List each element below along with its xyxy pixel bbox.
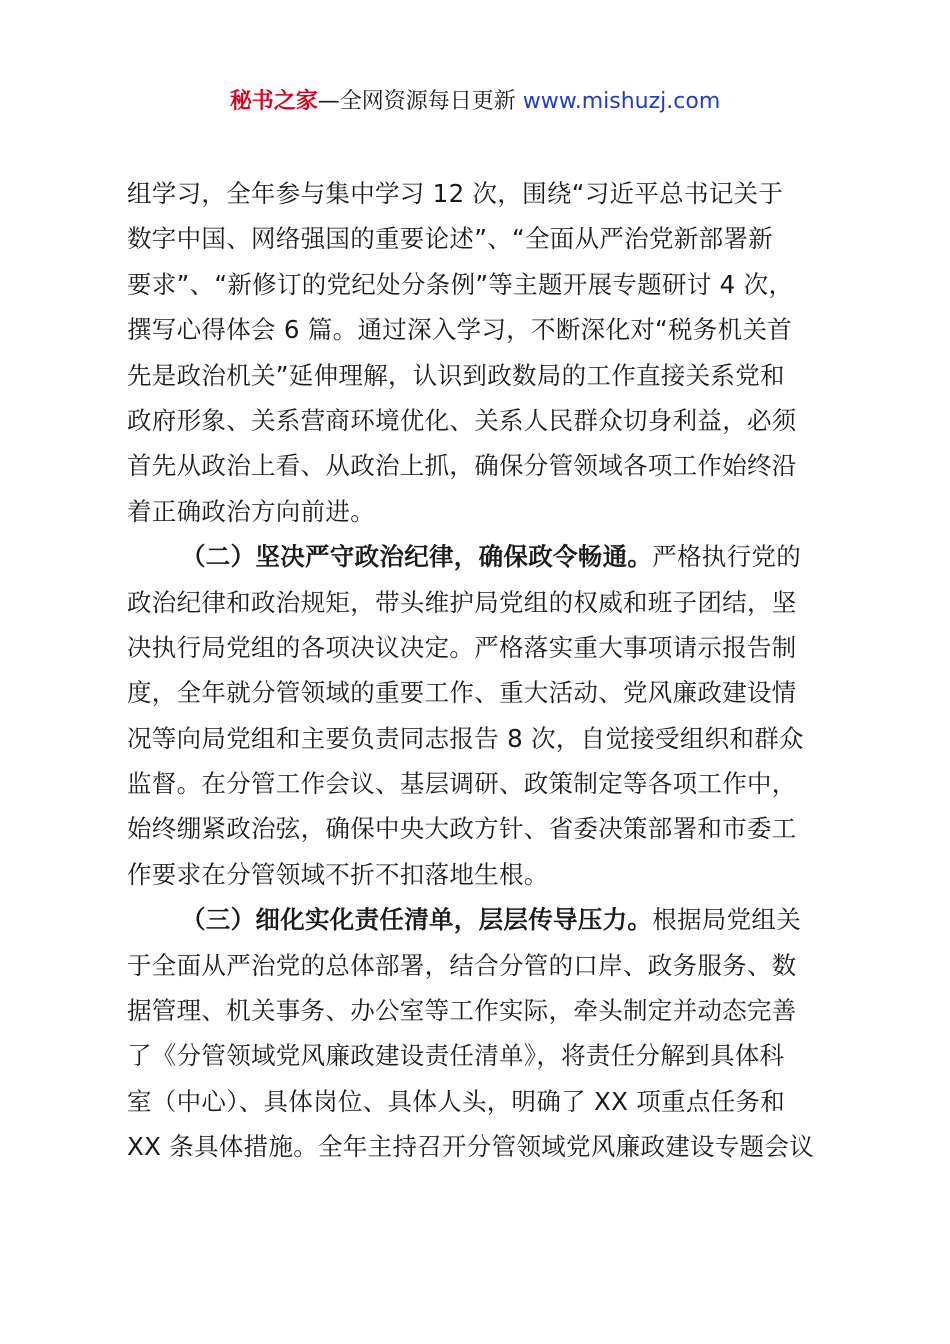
text-line: 要求”、“新修订的党纪处分条例”等主题开展专题研讨 4 次， bbox=[127, 269, 794, 299]
text-line: 了《分管领域党风廉政建设责任清单》，将责任分解到具体科 bbox=[127, 1041, 785, 1071]
section-two-heading-line bbox=[127, 534, 839, 579]
text-line: 室（中心）、具体岗位、具体人头，明确了 XX 项重点任务和 bbox=[127, 1086, 786, 1116]
text-line: 数字中国、网络强国的重要论述”、“全面从严治党新部署新 bbox=[127, 224, 773, 254]
text-line: 于全面从严治党的总体部署，结合分管的口岸、政务服务、数 bbox=[127, 950, 797, 980]
text-fragment: 严格执行党的 bbox=[652, 542, 802, 572]
text-line: 先是政治机关”延伸理解，认识到政数局的工作直接关系党和 bbox=[127, 360, 785, 390]
section-three-heading-line bbox=[127, 897, 839, 942]
text-line: 组学习，全年参与集中学习 12 次，围绕“习近平总书记关于 bbox=[127, 179, 784, 208]
text-line: 政府形象、关系营商环境优化、关系人民群众切身利益，必须 bbox=[127, 405, 797, 435]
text-line: XX 条具体措施。全年主持召开分管领域党风廉政建设专题会议 bbox=[127, 1132, 815, 1162]
brand-name: 秘书之家 bbox=[229, 89, 318, 114]
header-tagline: —全网资源每日更新 bbox=[317, 89, 516, 114]
text-fragment: 根据局党组关 bbox=[652, 905, 802, 935]
text-line: 决执行局党组的各项决议决定。严格落实重大事项请示报告制 bbox=[127, 632, 797, 662]
text-line: 政治纪律和政治规矩，带头维护局党组的权威和班子团结，坚 bbox=[127, 587, 797, 617]
text-line: 据管理、机关事务、办公室等工作实际，牵头制定并动态完善 bbox=[127, 996, 797, 1026]
text-line: 监督。在分管工作会议、基层调研、政策制定等各项工作中， bbox=[127, 769, 797, 799]
text-line: 首先从政治上看、从政治上抓，确保分管领域各项工作始终沿 bbox=[127, 451, 797, 481]
text-line: 始终绷紧政治弦，确保中央大政方针、省委决策部署和市委工 bbox=[127, 814, 797, 844]
text-line: 撰写心得体会 6 篇。通过深入学习，不断深化对“税务机关首 bbox=[127, 315, 793, 345]
text-line: 况等向局党组和主要负责同志报告 8 次，自觉接受组织和群众 bbox=[127, 723, 804, 753]
text-line: 着正确政治方向前进。 bbox=[127, 496, 375, 526]
site-url-link[interactable]: www.mishuzj.com bbox=[515, 89, 721, 114]
document-body bbox=[127, 171, 839, 1170]
page-header bbox=[0, 86, 950, 118]
text-line: 度，全年就分管领域的重要工作、重大活动、党风廉政建设情 bbox=[127, 678, 797, 708]
section-three-heading: （三）细化实化责任清单，层层传导压力。 bbox=[181, 905, 653, 935]
section-two-heading: （二）坚决严守政治纪律，确保政令畅通。 bbox=[181, 542, 653, 572]
text-line: 作要求在分管领域不折不扣落地生根。 bbox=[127, 859, 549, 889]
